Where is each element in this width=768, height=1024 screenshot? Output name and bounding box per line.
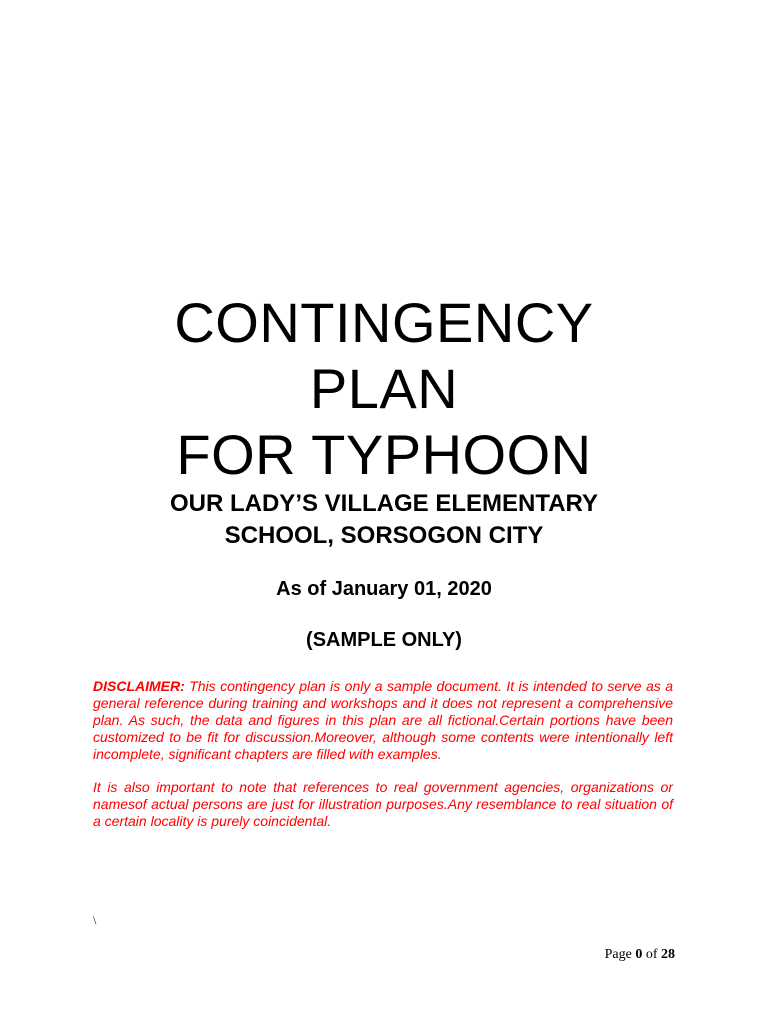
school-name-line-2: SCHOOL, SORSOGON CITY bbox=[224, 522, 544, 549]
disclaimer-block bbox=[93, 678, 673, 846]
disclaimer-paragraph-1 bbox=[93, 678, 673, 763]
school-name-line-1: OUR LADY’S VILLAGE ELEMENTARY bbox=[169, 490, 598, 517]
title-line-1: CONTINGENCY bbox=[174, 291, 594, 354]
title-line-2: PLAN bbox=[309, 357, 459, 420]
of-word: of bbox=[642, 947, 661, 962]
current-page-number: 0 bbox=[635, 947, 643, 962]
stray-backslash: \ bbox=[93, 913, 97, 927]
sample-only-note: (SAMPLE ONLY) bbox=[306, 629, 462, 651]
school-name bbox=[0, 488, 768, 552]
disclaimer-text-1: This contingency plan is only a sample document. It is intended to serve as a general reference during training and workshops and it does not represent a comprehensive plan. As such, the data and figures in this plan are all fictional.Certain portions have been customized to be fit for discussion.Moreover, although some contents were intentionally left incomplete, significant chapters are filled with examples. bbox=[93, 678, 673, 762]
title-line-3: FOR TYPHOON bbox=[176, 423, 592, 486]
total-pages-number: 28 bbox=[661, 947, 675, 962]
page-word: Page bbox=[604, 947, 636, 962]
disclaimer-label: DISCLAIMER: bbox=[93, 678, 185, 694]
document-title bbox=[0, 290, 768, 488]
disclaimer-paragraph-2: It is also important to note that references to real government agencies, organizations or namesof actual persons are just for illustration purposes.Any resemblance to real situation of a certain locality is purely coincidental. bbox=[93, 779, 673, 829]
page-footer bbox=[560, 946, 675, 964]
as-of-date: As of January 01, 2020 bbox=[276, 578, 492, 600]
